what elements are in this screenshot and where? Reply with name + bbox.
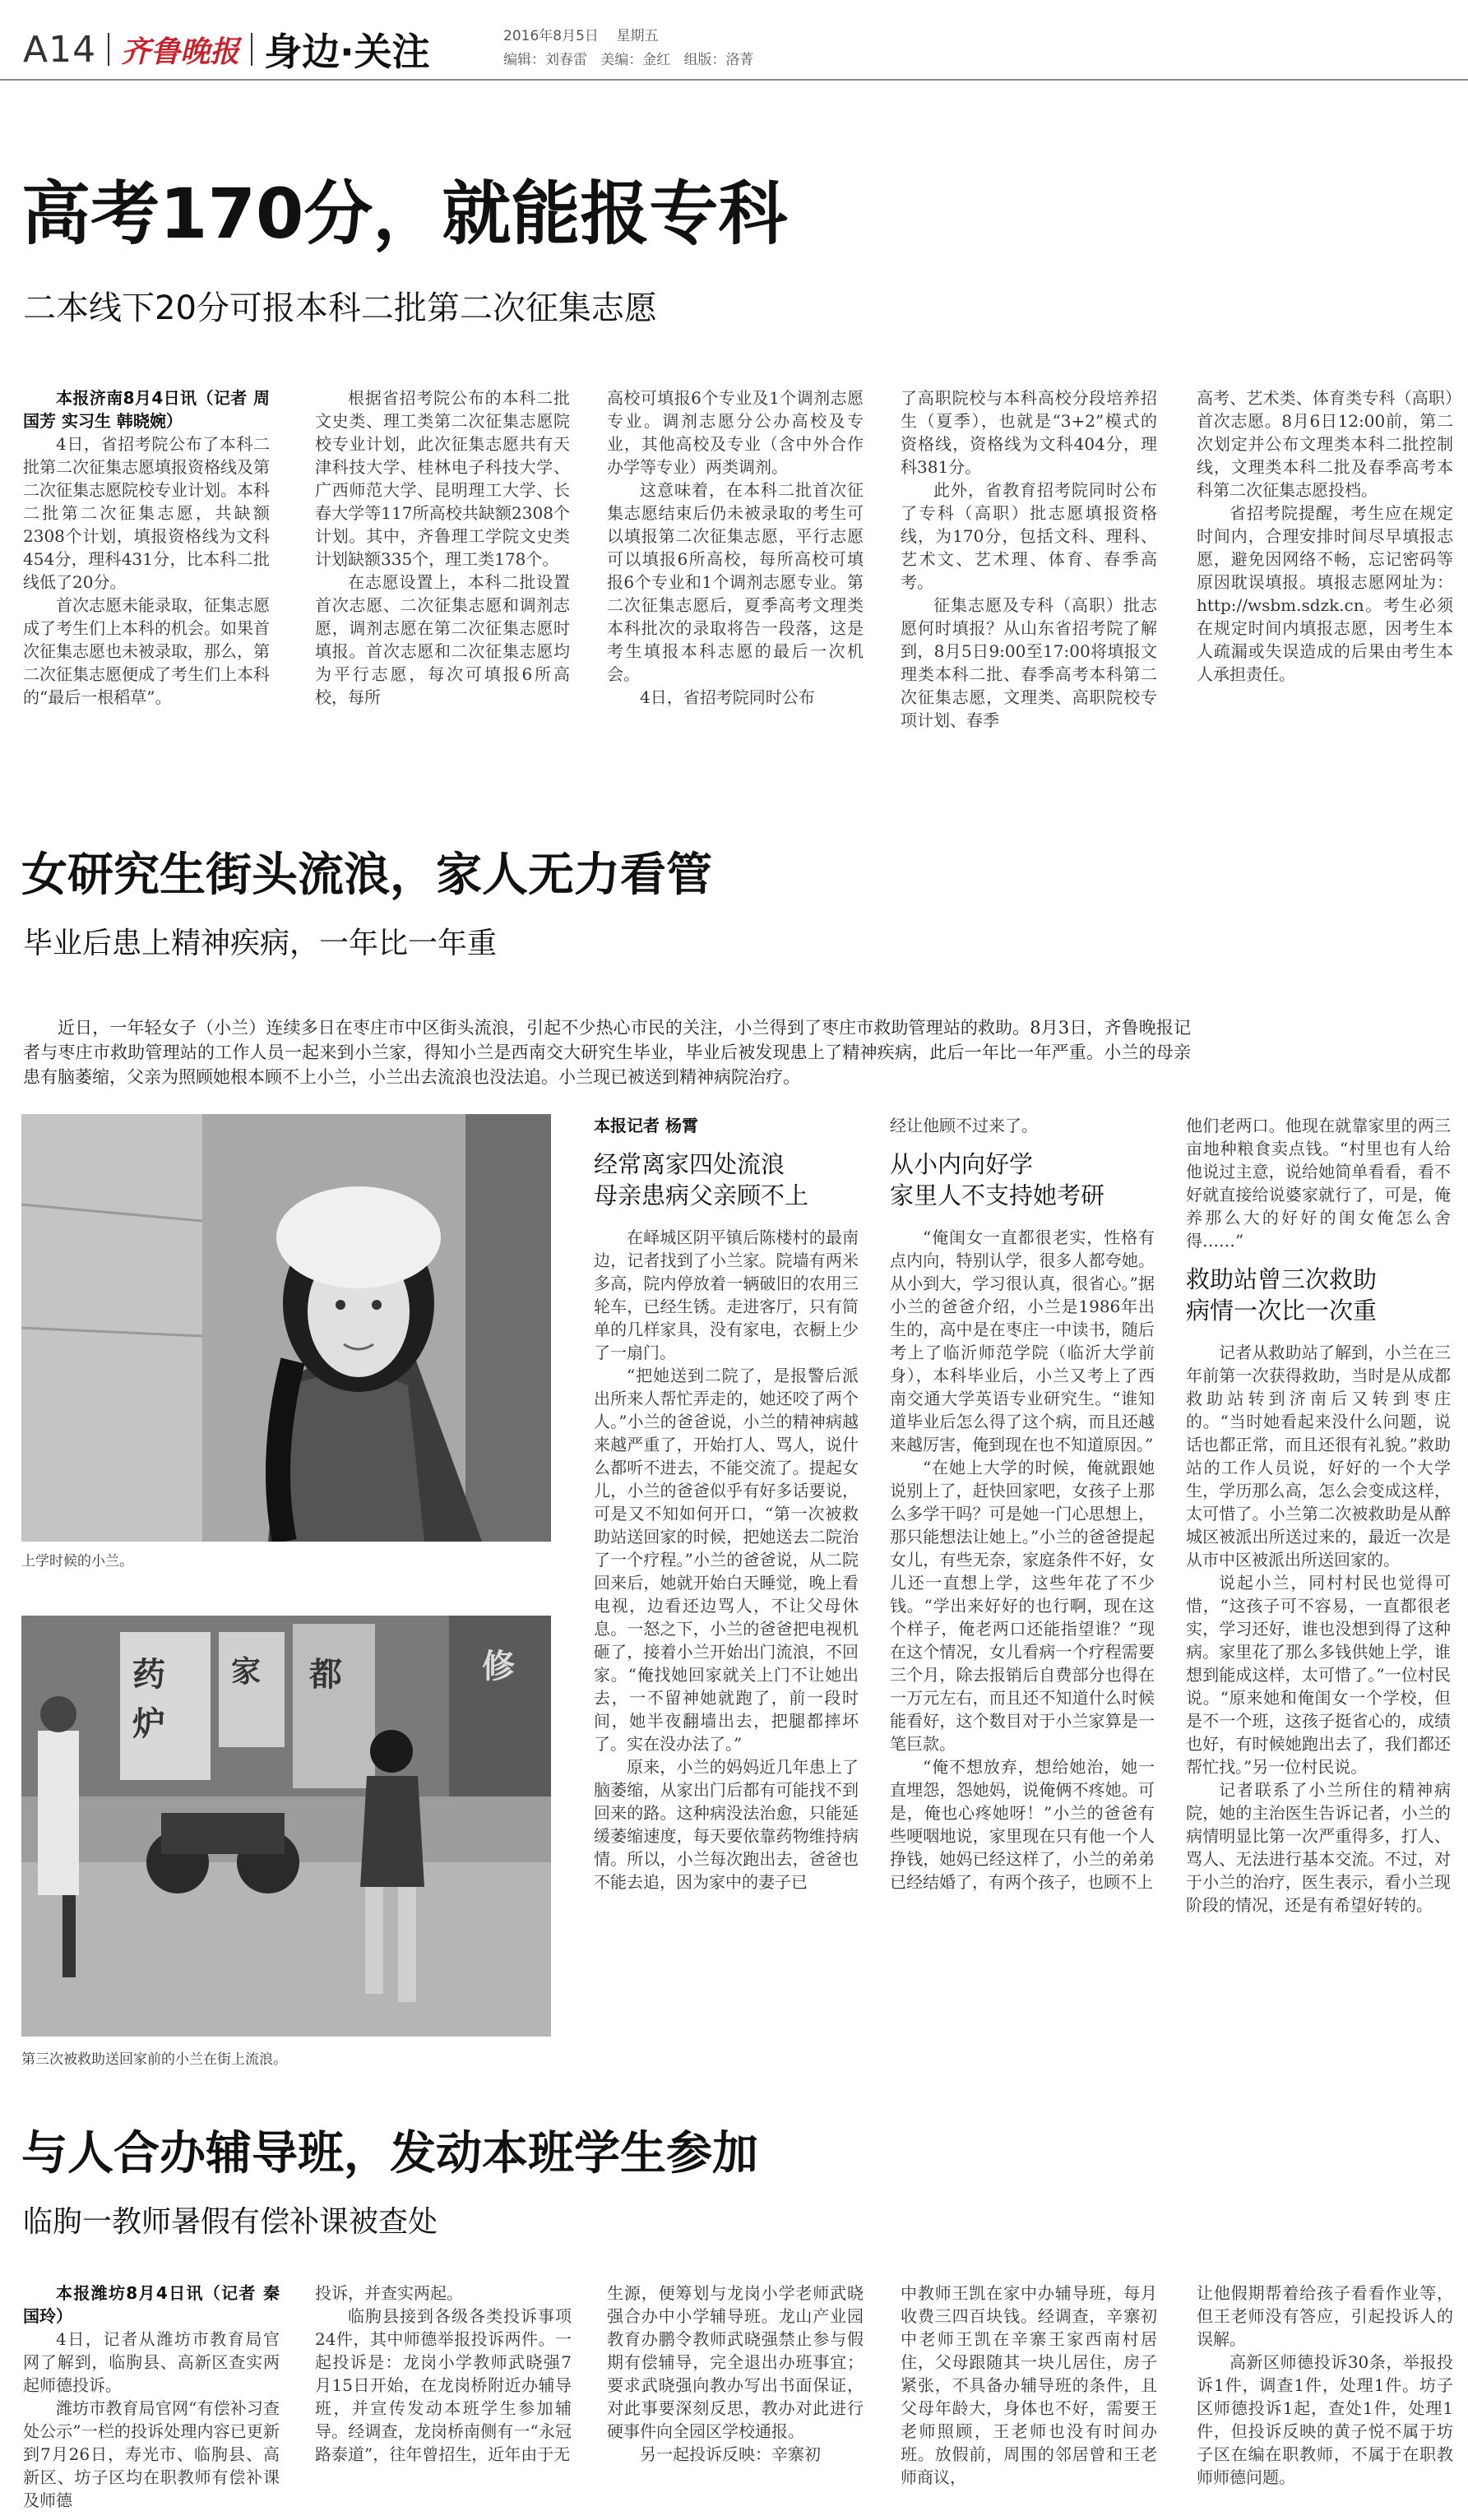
article1-column-2	[315, 386, 570, 814]
article2-paragraph: “俺闺女一直都很老实，性格有点内向，特别认学，很多人都夸她。从小到大，学习很认真，很省心。”据小兰的爸爸介绍，小兰是1986年出生的，高中是在枣庄一中读书，随后考上了临沂师范学院（临沂大学前身），本科毕业后，小兰又考上了西南交通大学英语专业研究生。“谁知道毕业后怎么得了这个病，而且还越来越厉害，俺到现在也不知道原因。”	[890, 1228, 1155, 1454]
masthead	[23, 25, 430, 74]
divider	[108, 33, 109, 66]
article2-paragraph: 在峄城区阴平镇后陈楼村的最南边，记者找到了小兰家。院墙有两米多高，院内停放着一辆破旧的农用三轮车，已经生锈。走进客厅，只有简单的几样家具，没有家电，衣橱上少了一扇门。	[594, 1228, 859, 1362]
article2-paragraph: 他们老两口。他现在就靠家里的两三亩地种粮食卖点钱。“村里也有人给他说过主意，说给她简单看看，看不好就直接给说婆家就行了，可是，俺养那么大的好好的闺女俺怎么舍得……”	[1186, 1116, 1451, 1251]
article1-paragraph: 了高职院校与本科高校分段培养招生（夏季），也就是“3+2”模式的资格线，资格线为文科404分，理科381分。	[901, 388, 1157, 477]
article2-subhead-2: 从小内向好学 家里人不支持她考研	[890, 1150, 1105, 1209]
article3-headline: 与人合办辅导班，发动本班学生参加	[21, 2127, 758, 2180]
article1-paragraph: 省招考院提醒，考生应在规定时间内，合理安排时间尽早填报志愿，避免因网络不畅，忘记密码等原因耽误填报。填报志愿网址为：http://wsbm.sdzk.cn。考生必须在规定时间内填报志愿，因考生本人疏漏或失误造成的后果由考生本人承担责任。	[1197, 503, 1453, 684]
photo1-caption: 上学时候的小兰。	[21, 1553, 133, 1570]
layout-editor-credit: 组版：洛菁	[683, 52, 754, 68]
street-photo-illustration	[21, 1616, 551, 2037]
article1-column-1	[23, 386, 270, 814]
article3-column-2	[315, 2282, 572, 2512]
article1-paragraph: 根据省招考院公布的本科二批文史类、理工类第二次征集志愿院校专业计划，此次征集志愿共有天津科技大学、桂林电子科技大学、广西师范大学、昆明理工大学、长春大学等117所高校共缺额2308个计划。其中，齐鲁理工学院文史类计划缺额335个，理工类178个。	[315, 388, 570, 569]
article1-headline: 高考170分，就能报专科	[21, 173, 788, 254]
section-title: 身边·关注	[264, 30, 430, 74]
article1-subheadline: 二本线下20分可报本科二批第二次征集志愿	[23, 289, 657, 327]
article3-paragraph: 让他假期帮着给孩子看看作业等，但王老师没有答应，引起投诉人的误解。	[1197, 2283, 1453, 2349]
portrait-photo-illustration	[21, 1114, 551, 1542]
article3-paragraph: 4日，记者从潍坊市教育局官网了解到，临朐县、高新区查实两起师德投诉。	[23, 2329, 280, 2395]
article3-paragraph: 投诉，并查实两起。	[315, 2283, 463, 2303]
article2-lead-text: 近日，一年轻女子（小兰）连续多日在枣庄市中区街头流浪，引起不少热心市民的关注，小兰得到了枣庄市救助管理站的救助。8月3日，齐鲁晚报记者与枣庄市救助管理站的工作人员一起来到小兰家，得知小兰是西南交大研究生毕业，毕业后被发现患上了精神疾病，此后一年比一年严重。小兰的母亲患有脑萎缩，父亲为照顾她根本顾不上小兰，小兰出去流浪也没法追。小兰现已被送到精神病院治疗。	[23, 1018, 1191, 1087]
photo2-caption: 第三次被救助送回家前的小兰在街上流浪。	[21, 2051, 287, 2068]
article2-subheadline: 毕业后患上精神疾病，一年比一年重	[23, 927, 498, 960]
shop-sign-text: 都	[309, 1656, 342, 1694]
article3-paragraph: 高新区师德投诉30条，举报投诉1件，调查1件，处理1件。坊子区师德投诉1起，查处1件，处理1件，但投诉反映的黄子悦不属于坊子区在编在职教师，不属于在职教师师德问题。	[1197, 2352, 1453, 2487]
article3-paragraph: 临朐县接到各级各类投诉事项24件，其中师德举报投诉两件。一起投诉是：龙岗小学教师武晓强7月15日开始，在龙岗桥附近办辅导班，并宣传发动本班学生参加辅导。经调查，龙岗桥南侧有一“永冠路泰道”，往年曾招生，近年由于无	[315, 2306, 572, 2464]
article1-paragraph: 首次志愿未能录取，征集志愿成了考生们上本科的机会。如果首次征集志愿也未被录取，那么，第二次征集志愿便成了考生们上本科的“最后一根稻草”。	[23, 595, 270, 707]
article2-paragraph: 记者从救助站了解到，小兰在三年前第一次获得救助，当时是从成都救助站转到济南后又转到枣庄的。“当时她看起来没什么问题，说话也都正常，而且还很有礼貌。”救助站的工作人员说，好好的一个大学生，学历那么高，怎么会变成这样，太可惜了。小兰第二次被救助是从醉城区被派出所送过来的，最近一次是从市中区被派出所送回家的。	[1186, 1343, 1451, 1570]
article1-paragraph: 高考、艺术类、体育类专科（高职）首次志愿。8月6日12:00前，第二次划定并公布文理类本科二批控制线，文理类本科二批及春季高考本科第二次征集志愿投档。	[1197, 388, 1453, 500]
article1-byline: 本报济南8月4日讯（记者 周国芳 实习生 韩晓婉）	[23, 388, 270, 431]
shop-sign-text: 家	[231, 1655, 262, 1689]
newspaper-logo: 齐鲁晚报	[121, 34, 240, 69]
article3-column-1	[23, 2282, 280, 2512]
shop-sign-text: 修	[482, 1648, 515, 1685]
article1-paragraph: 4日，省招考院同时公布	[640, 687, 815, 707]
shop-sign-text: 炉	[132, 1705, 165, 1743]
article2-paragraph: 记者联系了小兰所住的精神病院，她的主治医生告诉记者，小兰的病情明显比第一次严重得多，打人、骂人、无法进行基本交流。不过，对于小兰的治疗，医生表示，看小兰现阶段的情况，还是有希望好转的。	[1186, 1780, 1451, 1915]
article2-paragraph: 经让他顾不过来了。	[890, 1116, 1038, 1135]
article2-column-1	[594, 1114, 859, 2113]
article2-subhead-3: 救助站曾三次救助 病情一次比一次重	[1186, 1265, 1378, 1325]
article1-paragraph: 这意味着，在本科二批首次征集志愿结束后仍未被录取的考生可以填报第二次征集志愿，平行志愿可以填报6所高校，每所高校可填报6个专业和1个调剂志愿专业。第二次征集志愿后，夏季高考文理类本科批次的录取将告一段落，这是考生填报本科志愿的最后一次机会。	[607, 480, 864, 684]
issue-weekday: 星期五	[616, 28, 659, 44]
article1-paragraph: 高校可填报6个专业及1个调剂志愿专业。调剂志愿分公办高校及专业，其他高校及专业（含中外合作办学等专业）两类调剂。	[607, 388, 864, 477]
article2-paragraph: 原来，小兰的妈妈近几年患上了脑萎缩，从家出门后都有可能找不到回来的路。这种病没法治愈，只能延缓萎缩速度，每天要依靠药物维持病情。所以，小兰每次跑出去，爸爸也不能去追，因为家中的妻子已	[594, 1757, 859, 1892]
article3-column-4	[901, 2282, 1157, 2512]
article3-paragraph: 中教师王凯在家中办辅导班，每月收费三四百块钱。经调查，辛寨初中老师王凯在辛寨王家西南村居住，父母跟随其一块儿居住，房子紧张，不具备办辅导班的条件，且父母年龄大，身体也不好，需要王老师照顾，王老师也没有时间办班。放假前，周围的邻居曾和王老师商议，	[901, 2283, 1157, 2487]
article1-paragraph: 在志愿设置上，本科二批设置首次志愿、二次征集志愿和调剂志愿，调剂志愿在第二次征集志愿时填报。首次志愿和二次征集志愿均为平行志愿，每次可填报6所高校，每所	[315, 572, 570, 707]
article3-subheadline: 临朐一教师暑假有偿补课被查处	[23, 2205, 438, 2239]
photo-xiaolan-student	[21, 1114, 551, 1542]
article2-headline: 女研究生街头流浪，家人无力看管	[21, 848, 712, 902]
shop-sign-text: 药	[132, 1656, 165, 1694]
article1-column-3	[607, 386, 864, 814]
article2-column-2	[890, 1114, 1155, 2113]
article2-lead	[23, 1015, 1191, 1089]
article3-paragraph: 潍坊市教育局官网“有偿补习查处公示”一栏的投诉处理内容已更新到7月26日，寿光市、临朐县、高新区、坊子区均在职教师有偿补课及师德	[23, 2398, 280, 2510]
photo-xiaolan-street	[21, 1616, 551, 2037]
article3-paragraph: 生源，便筹划与龙岗小学老师武晓强合办中小学辅导班。龙山产业园教育办鹏令教师武晓强禁止参与假期有偿辅导，完全退出办班事宜；要求武晓强向教办写出书面保证，对此事要深刻反思，教办对此进行硬事件向全园区学校通报。	[607, 2283, 864, 2441]
masthead-rule	[0, 79, 1468, 81]
article1-column-4	[901, 386, 1157, 814]
article1-paragraph: 此外，省教育招考院同时公布了专科（高职）批志愿填报资格线，为170分，包括文科、理科、艺术文、艺术理、体育、春季高考。	[901, 480, 1157, 592]
article3-byline: 本报潍坊8月4日讯（记者 秦国玲）	[23, 2283, 280, 2326]
article2-subhead-1: 经常离家四处流浪 母亲患病父亲顾不上	[594, 1150, 809, 1209]
article2-byline: 本报记者 杨霄	[594, 1116, 698, 1135]
article2-column-3	[1186, 1114, 1451, 2113]
article2-paragraph: “俺不想放弃，想给她治，她一直埋怨，怨她妈，说俺俩不疼她。可是，俺也心疼她呀！”小兰的爸爸有些哽咽地说，家里现在只有他一个人挣钱，她妈已经这样了，小兰的弟弟已经结婚了，有两个孩子，也顾不上	[890, 1757, 1155, 1892]
article3-paragraph: 另一起投诉反映：辛寨初	[640, 2444, 821, 2464]
issue-meta	[503, 25, 753, 72]
issue-date: 2016年8月5日	[503, 28, 599, 44]
article1-paragraph: 征集志愿及专科（高职）批志愿何时填报？从山东省招考院了解到，8月5日9:00至17:00将填报文理类本科二批、春季高考本科第二次征集志愿，文理类、高职院校专项计划、春季	[901, 595, 1157, 730]
article1-column-5	[1197, 386, 1453, 814]
article2-paragraph: “在她上大学的时候，俺就跟她说别上了，赶快回家吧，女孩子上那么多学干吗？可是她一门心思想上，那只能想法让她上。”小兰的爸爸提起女儿，有些无奈，家庭条件不好，女儿还一直想上学，这些年花了不少钱。“学出来好好的也行啊，现在这个样子，俺老两口还能指望谁？”现在这个情况，女儿看病一个疗程需要三个月，除去报销后自费部分也得在一万元左右，而且还不知道什么时候能看好，这个数目对于小兰家算是一笔巨款。	[890, 1458, 1155, 1754]
editor-credit: 编辑：刘春雷	[503, 52, 587, 68]
divider	[251, 33, 252, 66]
page-number: A14	[23, 28, 97, 71]
article2-paragraph: “把她送到二院了，是报警后派出所来人帮忙弄走的，她还咬了两个人。”小兰的爸爸说，小兰的精神病越来越严重了，开始打人、骂人，说什么都听不进去，不能交流了。提起女儿，小兰的爸爸似乎有好多话要说，可是又不知如何开口，“第一次被救助站送回家的时候，把她送去二院治了一个疗程。”小兰的爸爸说，从二院回来后，她就开始白天睡觉，晚上看电视，边看还边骂人，不让父母休息。一怒之下，小兰的爸爸把电视机砸了，接着小兰开始出门流浪，不回家。“俺找她回家就关上门不让她出去，一不留神她就跑了，前一段时间，她半夜翻墙出去，把腿都摔坏了。实在没办法了。”	[594, 1366, 859, 1754]
article2-paragraph: 说起小兰，同村村民也觉得可惜，“这孩子可不容易，一直都很老实，学习还好，谁也没想到得了这种病。家里花了那么多钱供她上学，谁想到能成这样，太可惜了。”一位村民说。“原来她和俺闺女一个学校，但是不一个班，这孩子挺省心的，成绩也好，有时候她跑出去了，我们都还帮忙找。”另一位村民说。	[1186, 1573, 1451, 1777]
article3-column-5	[1197, 2282, 1453, 2512]
article1-paragraph: 4日，省招考院公布了本科二批第二次征集志愿填报资格线及第二次征集志愿院校专业计划。本科二批第二次征集志愿，共缺额2308个计划，填报资格线为文科454分，理科431分，比本科二批线低了20分。	[23, 434, 270, 592]
article3-column-3	[607, 2282, 864, 2512]
art-editor-credit: 美编：金红	[600, 52, 671, 68]
